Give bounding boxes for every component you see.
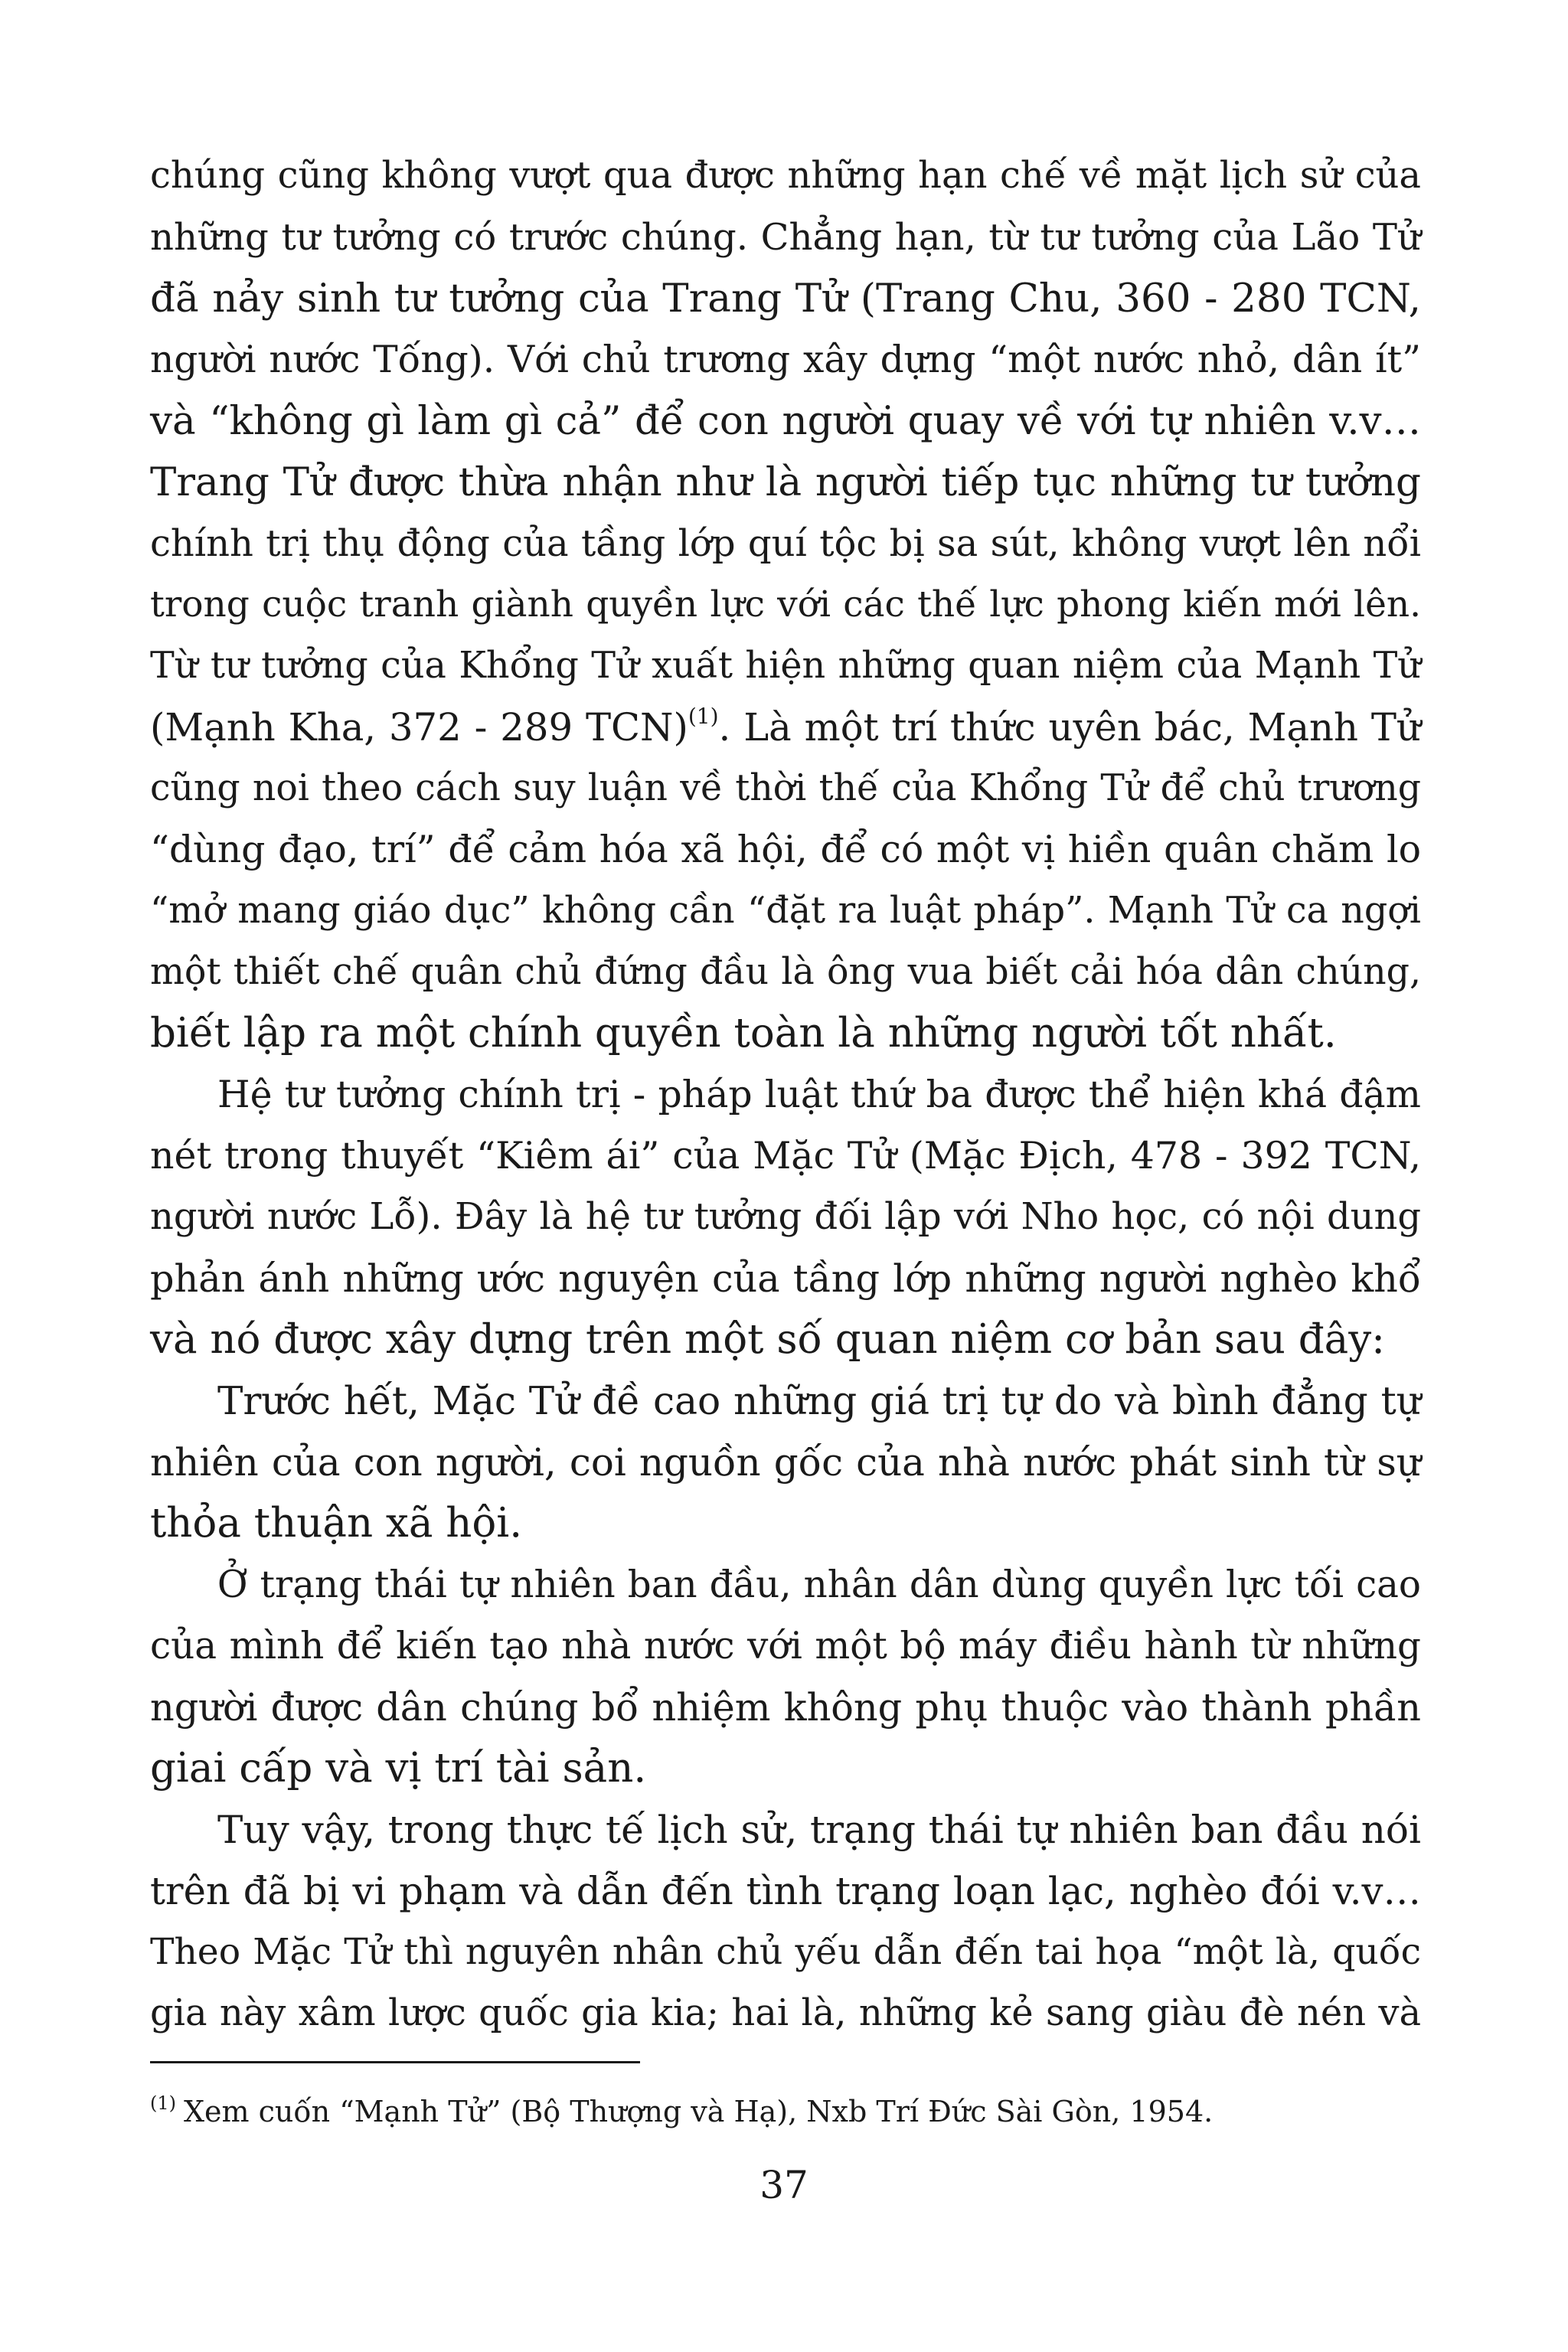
body-line: những tư tưởng có trước chúng. Chẳng hạn, từ tư tưởng của Lão Tử: [150, 216, 1421, 259]
body-line: cũng noi theo cách suy luận về thời thế của Khổng Tử để chủ trương: [150, 767, 1421, 809]
body-line: Từ tư tưởng của Khổng Tử xuất hiện những quan niệm của Mạnh Tử: [150, 645, 1421, 687]
footnote-separator: [150, 2061, 640, 2063]
body-line: giai cấp và vị trí tài sản.: [150, 1745, 647, 1792]
body-line: Tuy vậy, trong thực tế lịch sử, trạng thái tự nhiên ban đầu nói: [217, 1808, 1421, 1852]
footnote-text: Xem cuốn “Mạnh Tử” (Bộ Thượng và Hạ), Nxb Trí Đức Sài Gòn, 1954.: [184, 2095, 1214, 2128]
body-line: người được dân chúng bổ nhiệm không phụ thuộc vào thành phần: [150, 1685, 1421, 1730]
page-number: 37: [760, 2163, 808, 2207]
body-line: Ở trạng thái tự nhiên ban đầu, nhân dân dùng quyền lực tối cao: [217, 1563, 1421, 1606]
body-line: Theo Mặc Tử thì nguyên nhân chủ yếu dẫn đến tai họa “một là, quốc: [150, 1931, 1421, 1973]
body-line: biết lập ra một chính quyền toàn là những người tốt nhất.: [150, 1010, 1337, 1057]
body-line: nhiên của con người, coi nguồn gốc của nhà nước phát sinh từ sự: [150, 1440, 1421, 1485]
body-line: phản ánh những ước nguyện của tầng lớp những người nghèo khổ: [150, 1256, 1421, 1301]
body-line: của mình để kiến tạo nhà nước với một bộ máy điều hành từ những: [150, 1625, 1421, 1668]
body-line: Trước hết, Mặc Tử đề cao những giá trị tự do và bình đẳng tự: [217, 1378, 1421, 1423]
footnote: [150, 2090, 1421, 2133]
footnote-reference: (1): [688, 704, 719, 729]
body-line: đã nảy sinh tư tưởng của Trang Tử (Trang Chu, 360 - 280 TCN,: [150, 276, 1421, 322]
body-line: và “không gì làm gì cả” để con người quay về với tự nhiên v.v…: [150, 398, 1421, 444]
body-line: người nước Tống). Với chủ trương xây dựng “một nước nhỏ, dân ít”: [150, 338, 1421, 381]
body-line: chính trị thụ động của tầng lớp quí tộc bị sa sút, không vượt lên nổi: [150, 522, 1421, 565]
line-text: (Mạnh Kha, 372 - 289 TCN): [150, 705, 688, 750]
body-line: trong cuộc tranh giành quyền lực với các thế lực phong kiến mới lên.: [150, 583, 1421, 626]
body-line: và nó được xây dựng trên một số quan niệm cơ bản sau đây:: [150, 1316, 1386, 1363]
body-line: một thiết chế quân chủ đứng đầu là ông vua biết cải hóa dân chúng,: [150, 951, 1421, 993]
body-line: “mở mang giáo dục” không cần “đặt ra luật pháp”. Mạnh Tử ca ngợi: [150, 890, 1421, 932]
body-line-with-footnote-ref: [150, 697, 1421, 758]
body-line: gia này xâm lược quốc gia kia; hai là, những kẻ sang giàu đè nén và: [150, 1992, 1421, 2034]
body-line: thỏa thuận xã hội.: [150, 1500, 523, 1547]
body-line: trên đã bị vi phạm và dẫn đến tình trạng loạn lạc, nghèo đói v.v…: [150, 1869, 1421, 1913]
line-text: . Là một trí thức uyên bác, Mạnh Tử: [718, 705, 1421, 750]
footnote-marker: (1): [150, 2092, 176, 2114]
body-line: “dùng đạo, trí” để cảm hóa xã hội, để có một vị hiền quân chăm lo: [150, 828, 1421, 871]
body-line: Hệ tư tưởng chính trị - pháp luật thứ ba được thể hiện khá đậm: [217, 1073, 1421, 1116]
body-line: Trang Tử được thừa nhận như là người tiếp tục những tư tưởng: [150, 459, 1421, 505]
body-line: người nước Lỗ). Đây là hệ tư tưởng đối lập với Nho học, có nội dung: [150, 1196, 1421, 1238]
body-line: nét trong thuyết “Kiêm ái” của Mặc Tử (Mặc Địch, 478 - 392 TCN,: [150, 1134, 1421, 1178]
body-line: chúng cũng không vượt qua được những hạn chế về mặt lịch sử của: [150, 155, 1421, 197]
